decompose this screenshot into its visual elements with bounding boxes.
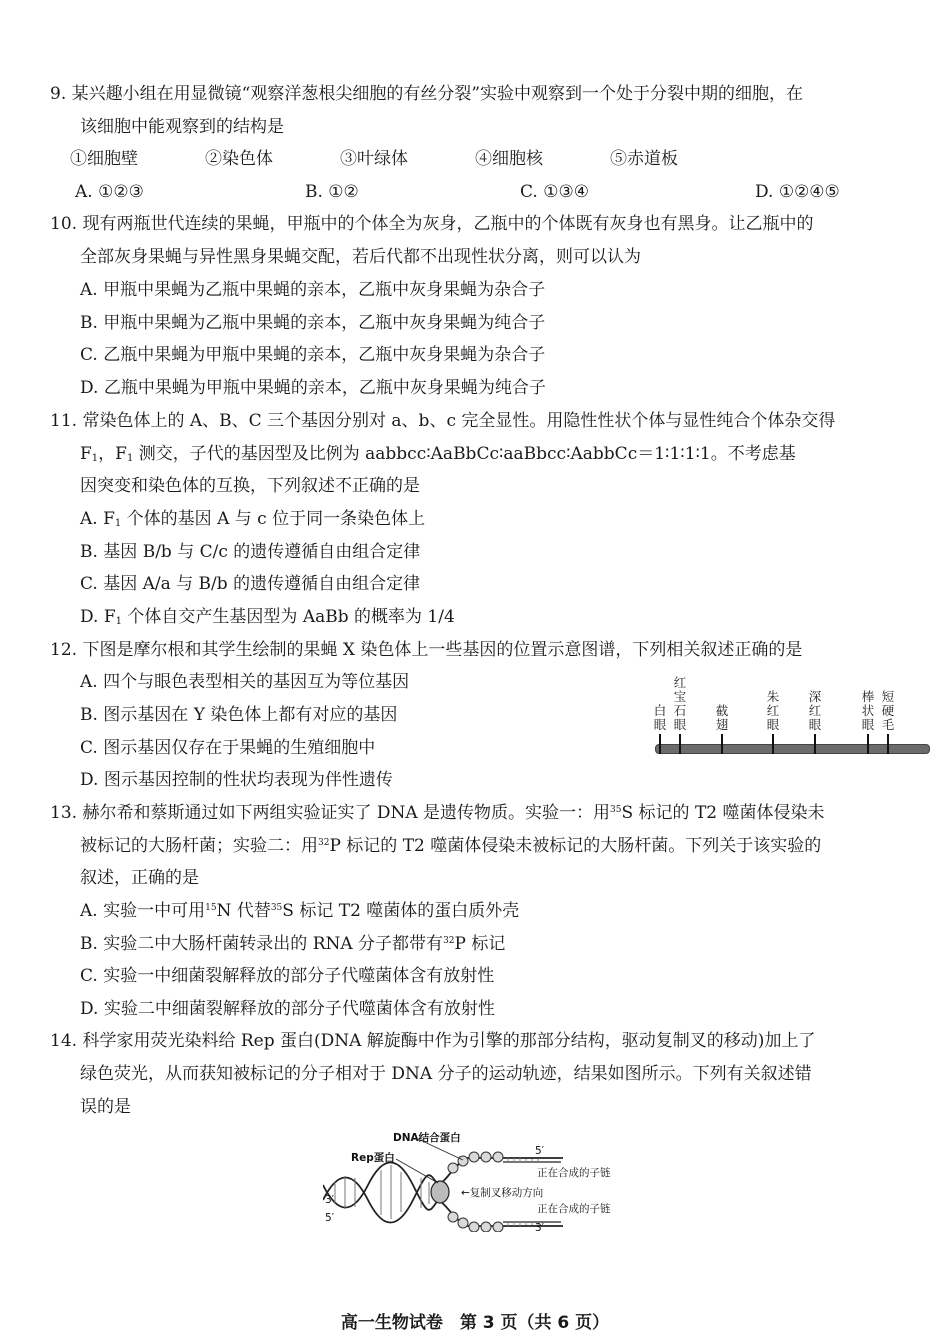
q10-stem-line2: 全部灰身果蝇与异性黑身果蝇交配，若后代都不出现性状分离，则可以认为: [80, 247, 641, 267]
label-chain-bottom: 正在合成的子链: [537, 1203, 611, 1215]
q14-stem-line2: 绿色荧光，从而获知被标记的分子相对于 DNA 分子的运动轨迹，结果如图所示。下列有关叙述错: [80, 1064, 812, 1084]
gene-label-bobbed-bristle: 短硬毛: [881, 689, 895, 732]
gene-label-cut-wing: 截翅: [715, 703, 729, 732]
x-chromosome-gene-map: [652, 670, 930, 760]
label-3prime-bottom: 3′: [535, 1222, 545, 1232]
label-rep-protein: Rep蛋白: [351, 1152, 395, 1164]
q11-option-c: C. 基因 A/a 与 B/b 的遗传遵循自由组合定律: [80, 574, 421, 594]
q10-option-b: B. 甲瓶中果蝇为乙瓶中果蝇的亲本，乙瓶中灰身果蝇为纯合子: [80, 313, 546, 333]
gene-locus-tick: [772, 734, 774, 754]
q13-stem-line3: 叙述，正确的是: [80, 868, 199, 888]
label-fork-direction: ←复制叉移动方向: [461, 1187, 544, 1199]
q9-item-4: ④细胞核: [475, 149, 543, 169]
q13-option-b: B. 实验二中大肠杆菌转录出的 RNA 分子都带有$^{32}$P 标记: [80, 934, 506, 954]
q10-stem-line1: 10. 现有两瓶世代连续的果蝇，甲瓶中的个体全为灰身，乙瓶中的个体既有灰身也有黑身。让乙瓶中的: [50, 214, 814, 234]
q11-option-d: D. $F_1$ 个体自交产生基因型为 AaBb 的概率为 1/4: [80, 607, 455, 627]
q10-option-d: D. 乙瓶中果蝇为甲瓶中果蝇的亲本，乙瓶中灰身果蝇为纯合子: [80, 378, 546, 398]
gene-label-bar-eye: 棒状眼: [861, 689, 875, 732]
page-footer: 高一生物试卷 第 3 页（共 6 页）: [340, 1313, 610, 1333]
q14-stem-line3: 误的是: [80, 1097, 131, 1117]
q11-stem-line2: $F_1$，$F_1$ 测交，子代的基因型及比例为 aabbcc∶AaBbCc∶aaBbcc∶AabbCc＝1∶1∶1∶1。不考虑基: [80, 444, 796, 464]
replication-fork-figure: [323, 1130, 628, 1232]
gene-locus-tick: [887, 734, 889, 754]
gene-locus-tick: [814, 734, 816, 754]
q9-items: [70, 147, 678, 171]
q9-stem-line2: 该细胞中能观察到的结构是: [80, 117, 284, 137]
gene-label-ruby-eye: 红宝石眼: [673, 675, 687, 732]
gene-label-carmine-eye: 深红眼: [808, 689, 822, 732]
q9-option-b: B. ①②: [305, 182, 359, 202]
q13-stem-line2: 被标记的大肠杆菌；实验二：用$^{32}$P 标记的 T2 噬菌体侵染未被标记的大肠杆菌。下列关于该实验的: [80, 836, 822, 856]
q12-option-b: B. 图示基因在 Y 染色体上都有对应的基因: [80, 705, 398, 725]
q9-option-d: D. ①②④⑤: [755, 182, 840, 202]
q10-option-a: A. 甲瓶中果蝇为乙瓶中果蝇的亲本，乙瓶中灰身果蝇为杂合子: [80, 280, 546, 300]
q12-option-c: C. 图示基因仅存在于果蝇的生殖细胞中: [80, 738, 376, 758]
q12-option-a: A. 四个与眼色表型相关的基因互为等位基因: [80, 672, 410, 692]
q12-stem: 12. 下图是摩尔根和其学生绘制的果蝇 X 染色体上一些基因的位置示意图谱，下列相关叙述正确的是: [50, 640, 803, 660]
q9-option-a: A. ①②③: [75, 182, 144, 202]
q13-option-c: C. 实验一中细菌裂解释放的部分子代噬菌体含有放射性: [80, 966, 495, 986]
q9-options: [75, 180, 840, 204]
label-chain-top: 正在合成的子链: [537, 1167, 611, 1179]
label-5prime-top: 5′: [535, 1145, 545, 1157]
q13-stem-line1: 13. 赫尔希和蔡斯通过如下两组实验证实了 DNA 是遗传物质。实验一：用$^{35}$S 标记的 T2 噬菌体侵染未: [50, 803, 825, 823]
q11-stem-line3: 因突变和染色体的互换，下列叙述不正确的是: [80, 476, 420, 496]
q14-stem-line1: 14. 科学家用荧光染料给 Rep 蛋白(DNA 解旋酶中作为引擎的那部分结构，驱动复制叉的移动)加上了: [50, 1031, 816, 1051]
q11-option-b: B. 基因 B/b 与 C/c 的遗传遵循自由组合定律: [80, 542, 421, 562]
q9-item-2: ②染色体: [205, 149, 273, 169]
q9-item-5: ⑤赤道板: [610, 149, 678, 169]
gene-locus-tick: [721, 734, 723, 754]
label-5prime-left: 5′: [325, 1212, 335, 1224]
q12-option-d: D. 图示基因控制的性状均表现为伴性遗传: [80, 770, 393, 790]
q10-option-c: C. 乙瓶中果蝇为甲瓶中果蝇的亲本，乙瓶中灰身果蝇为杂合子: [80, 345, 546, 365]
q11-option-a: A. $F_1$ 个体的基因 A 与 c 位于同一条染色体上: [80, 509, 426, 529]
q13-option-d: D. 实验二中细菌裂解释放的部分子代噬菌体含有放射性: [80, 999, 495, 1019]
label-dna-binding-protein: DNA结合蛋白: [393, 1132, 461, 1144]
gene-label-white-eye: 白眼: [653, 703, 667, 732]
gene-locus-tick: [867, 734, 869, 754]
gene-locus-tick: [679, 734, 681, 754]
gene-label-vermilion-eye: 朱红眼: [766, 689, 780, 732]
q9-option-c: C. ①③④: [520, 182, 589, 202]
gene-locus-tick: [659, 734, 661, 754]
q9-stem-line1: 9. 某兴趣小组在用显微镜“观察洋葱根尖细胞的有丝分裂”实验中观察到一个处于分裂中期的细胞，在: [50, 84, 804, 104]
q9-item-1: ①细胞壁: [70, 149, 138, 169]
q13-option-a: A. 实验一中可用$^{15}$N 代替$^{35}$S 标记 T2 噬菌体的蛋白质外壳: [80, 901, 520, 921]
q11-stem-line1: 11. 常染色体上的 A、B、C 三个基因分别对 a、b、c 完全显性。用隐性性状个体与显性纯合个体杂交得: [50, 411, 836, 431]
q9-item-3: ③叶绿体: [340, 149, 408, 169]
label-3prime-left: 3′: [325, 1194, 335, 1206]
